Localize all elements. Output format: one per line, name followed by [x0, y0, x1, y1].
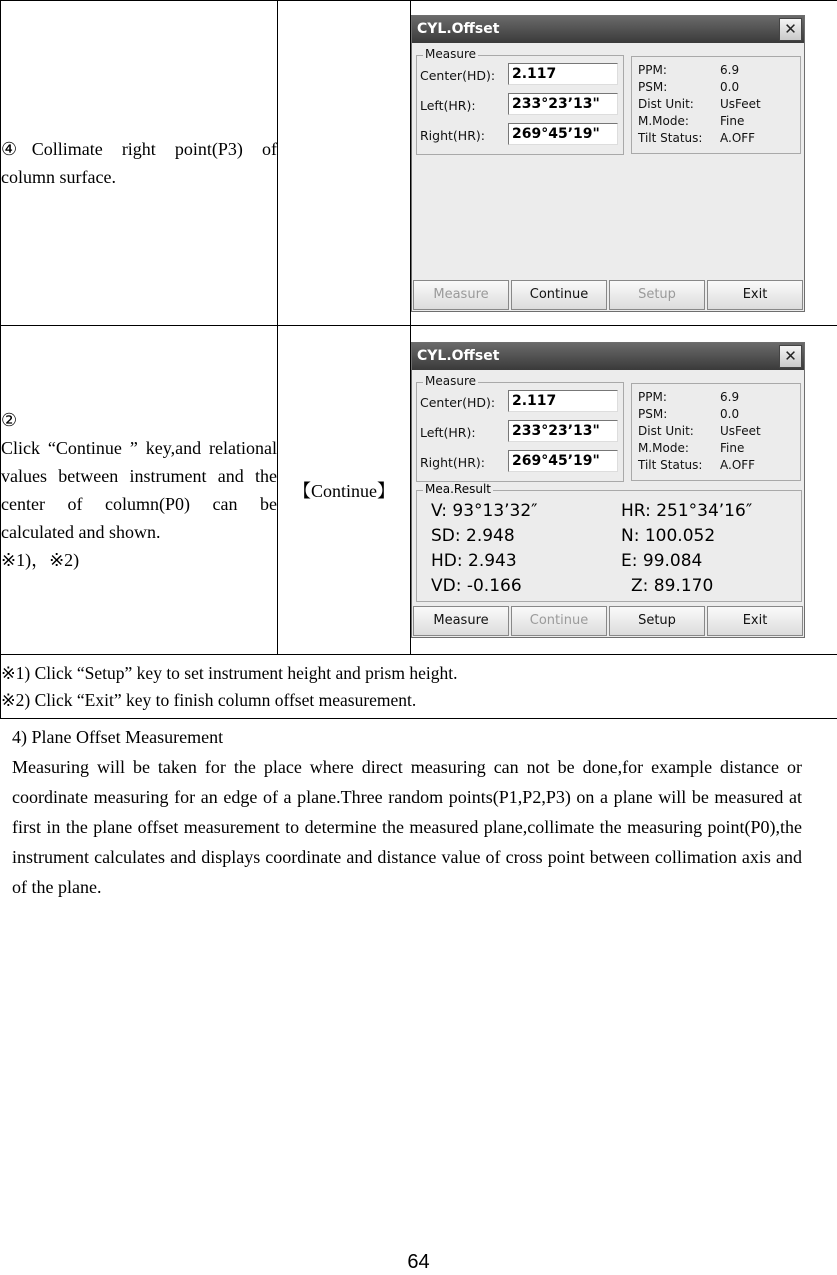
result-vd: VD: -0.166	[431, 576, 522, 596]
result-e: E: 99.084	[621, 551, 703, 571]
cyl-offset-window	[411, 342, 805, 638]
measure-button[interactable]: Measure	[413, 280, 509, 310]
right-hr-field[interactable]: 269°45’19"	[508, 450, 618, 472]
section-heading: 4) Plane Offset Measurement	[12, 727, 224, 747]
notes-row	[1, 655, 837, 719]
left-hr-field[interactable]: 233°23’13"	[508, 93, 618, 115]
right-hr-label: Right(HR):	[420, 127, 485, 143]
center-hd-field[interactable]: 2.117	[508, 390, 618, 412]
step-text: Click “Continue ” key,and relational values between instrument and the center of column(P0) can be calculated and shown.	[1, 438, 277, 542]
page-number: 64	[407, 1251, 430, 1273]
measure-button[interactable]: Measure	[413, 606, 509, 636]
screenshot-cell	[411, 1, 837, 326]
left-hr-field[interactable]: 233°23’13"	[508, 420, 618, 442]
left-hr-label: Left(HR):	[420, 425, 476, 440]
result-v: V: 93°13’32″	[431, 501, 538, 521]
status-dist-unit: Dist Unit: UsFeet	[638, 96, 761, 111]
right-hr-field[interactable]: 269°45’19"	[508, 123, 618, 145]
exit-button[interactable]: Exit	[707, 606, 803, 636]
measure-caption: Measure	[425, 374, 476, 388]
step-text: ④Collimate right point(P3) of column surface.	[1, 139, 277, 187]
status-dist-unit: Dist Unit: UsFeet	[638, 424, 761, 438]
status-psm: PSM: 0.0	[638, 79, 740, 94]
center-hd-label: Center(HD):	[420, 395, 496, 410]
status-tilt: Tilt Status: A.OFF	[638, 458, 756, 472]
note-1: ※1) Click “Setup” key to set instrument height and prism height.	[1, 663, 458, 683]
continue-button[interactable]: Continue	[511, 606, 607, 636]
close-icon[interactable]: ✕	[779, 345, 802, 368]
step-key-cell	[278, 326, 411, 655]
setup-button[interactable]: Setup	[609, 280, 705, 310]
window-body	[412, 43, 804, 283]
status-m-mode: M.Mode: Fine	[638, 441, 745, 455]
step-number: ②	[1, 410, 18, 430]
window-title: CYL.Offset	[417, 348, 500, 364]
result-sd: SD: 2.948	[431, 526, 515, 546]
step-description	[1, 326, 278, 655]
result-hd: HD: 2.943	[431, 551, 517, 571]
notes-cell	[1, 655, 837, 719]
step-row-2	[1, 326, 837, 655]
result-n: N: 100.052	[621, 526, 716, 546]
note-2: ※2) Click “Exit” key to finish column offset measurement.	[1, 689, 417, 710]
exit-button[interactable]: Exit	[707, 280, 803, 310]
button-bar	[412, 279, 804, 311]
setup-button[interactable]: Setup	[609, 606, 705, 636]
step-key: 【Continue】	[293, 481, 395, 501]
status-ppm: PPM: 6.9	[638, 62, 740, 77]
button-bar	[412, 605, 804, 637]
step-note-refs: ※1)，※2)	[1, 550, 80, 570]
close-icon[interactable]: ✕	[779, 18, 802, 41]
section-body	[12, 722, 802, 902]
result-hr: HR: 251°34’16″	[621, 501, 753, 521]
status-panel	[631, 383, 801, 481]
step-row-1	[1, 1, 837, 326]
continue-button[interactable]: Continue	[511, 280, 607, 310]
center-hd-label: Center(HD):	[420, 67, 496, 83]
result-group	[416, 482, 802, 602]
left-hr-label: Left(HR):	[420, 97, 476, 113]
window-body	[412, 370, 804, 610]
status-panel	[631, 56, 801, 154]
status-psm: PSM: 0.0	[638, 407, 740, 421]
step-description	[1, 1, 278, 326]
result-z: Z: 89.170	[631, 576, 714, 596]
status-tilt: Tilt Status: A.OFF	[638, 130, 756, 145]
window-title: CYL.Offset	[417, 20, 500, 37]
measure-caption: Measure	[425, 46, 476, 61]
step-key-cell	[278, 1, 411, 326]
status-m-mode: M.Mode: Fine	[638, 113, 745, 128]
cyl-offset-window	[411, 15, 805, 312]
section-paragraph: Measuring will be taken for the place where direct measuring can not be done,for example distance or coordinate measuring for an edge of a plane.Three random points(P1,P2,P3) on a plane will be measured at first in the plane offset measurement to determine the measured plane,collimate the measuring point(P0),the instrument calculates and displays coordinate and distance value of cross point between collimation axis and of the plane.	[12, 757, 802, 897]
center-hd-field[interactable]: 2.117	[508, 63, 618, 85]
status-ppm: PPM: 6.9	[638, 390, 740, 404]
window-titlebar	[412, 343, 804, 370]
window-titlebar	[412, 16, 804, 43]
result-caption: Mea.Result	[425, 482, 491, 496]
screenshot-cell	[411, 326, 837, 655]
right-hr-label: Right(HR):	[420, 455, 485, 470]
